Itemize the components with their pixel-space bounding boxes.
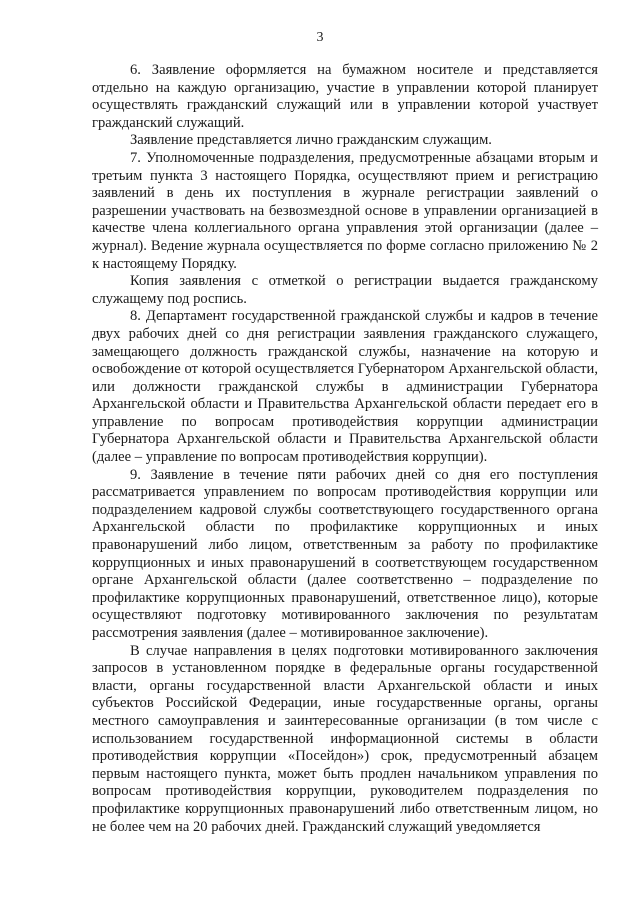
paragraph-item-8: 8. Департамент государственной гражданской службы и кадров в течение двух рабочих дней со дня регистрации заявления гражданского служащего, замещающего должность гражданской службы, назначение на которую и освобождение от которой осуществляется Губернатором Архангельской области, или должности гражданской службы в администрации Губернатора Архангельской области и Правительства Архангельской области передает его в управление по вопросам противодействия коррупции администрации Губернатора Архангельской области и Правительства Архангельской области (далее – управление по вопросам противодействия коррупции). [92, 308, 598, 466]
document-body [92, 62, 598, 836]
paragraph-item-9: 9. Заявление в течение пяти рабочих дней со дня его поступления рассматривается управлением по вопросам противодействия коррупции или подразделением кадровой службы соответствующего государственного органа Архангельской области по профилактике коррупционных и иных правонарушений либо лицом, ответственным за работу по профилактике коррупционных и иных правонарушений в соответствующем государственном органе Архангельской области (далее соответственно – подразделение по профилактике коррупционных правонарушений, ответственное лицо), которые осуществляют подготовку мотивированного заключения по результатам рассмотрения заявления (далее – мотивированное заключение). [92, 466, 598, 641]
page-number: 3 [316, 30, 324, 45]
paragraph-copy-receipt: Копия заявления с отметкой о регистрации выдается гражданскому служащему под роспись. [92, 273, 598, 307]
paragraph-personal-submission: Заявление представляется лично гражданским служащим. [130, 132, 492, 149]
paragraph-extension: В случае направления в целях подготовки мотивированного заключения запросов в установленном порядке в федеральные органы государственной власти, органы государственной власти Архангельской области и иных субъектов Российской Федерации, иные государственные органы, органы местного самоуправления и заинтересованные организации (в том числе с использованием государственной информационной системы в области противодействия коррупции «Посейдон») срок, предусмотренный абзацем первым настоящего пункта, может быть продлен начальником управления по вопросам противодействия коррупции, руководителем подразделения по профилактике коррупционных правонарушений либо ответственным лицом, но не более чем на 20 рабочих дней. Гражданский служащий уведомляется [92, 642, 598, 835]
paragraph-item-6: 6. Заявление оформляется на бумажном носителе и представляется отдельно на каждую организацию, участие в управлении которой планирует осуществлять гражданский служащий или в управлении которой участвует гражданский служащий. [92, 62, 598, 131]
paragraph-item-7: 7. Уполномоченные подразделения, предусмотренные абзацами вторым и третьим пункта 3 настоящего Порядка, осуществляют прием и регистрацию заявлений в день их поступления в журнале регистрации заявлений о разрешении участвовать на безвозмездной основе в управлении организацией в качестве члена коллегиального органа управления этой организации (далее – журнал). Ведение журнала осуществляется по форме согласно приложению № 2 к настоящему Порядку. [92, 149, 598, 272]
